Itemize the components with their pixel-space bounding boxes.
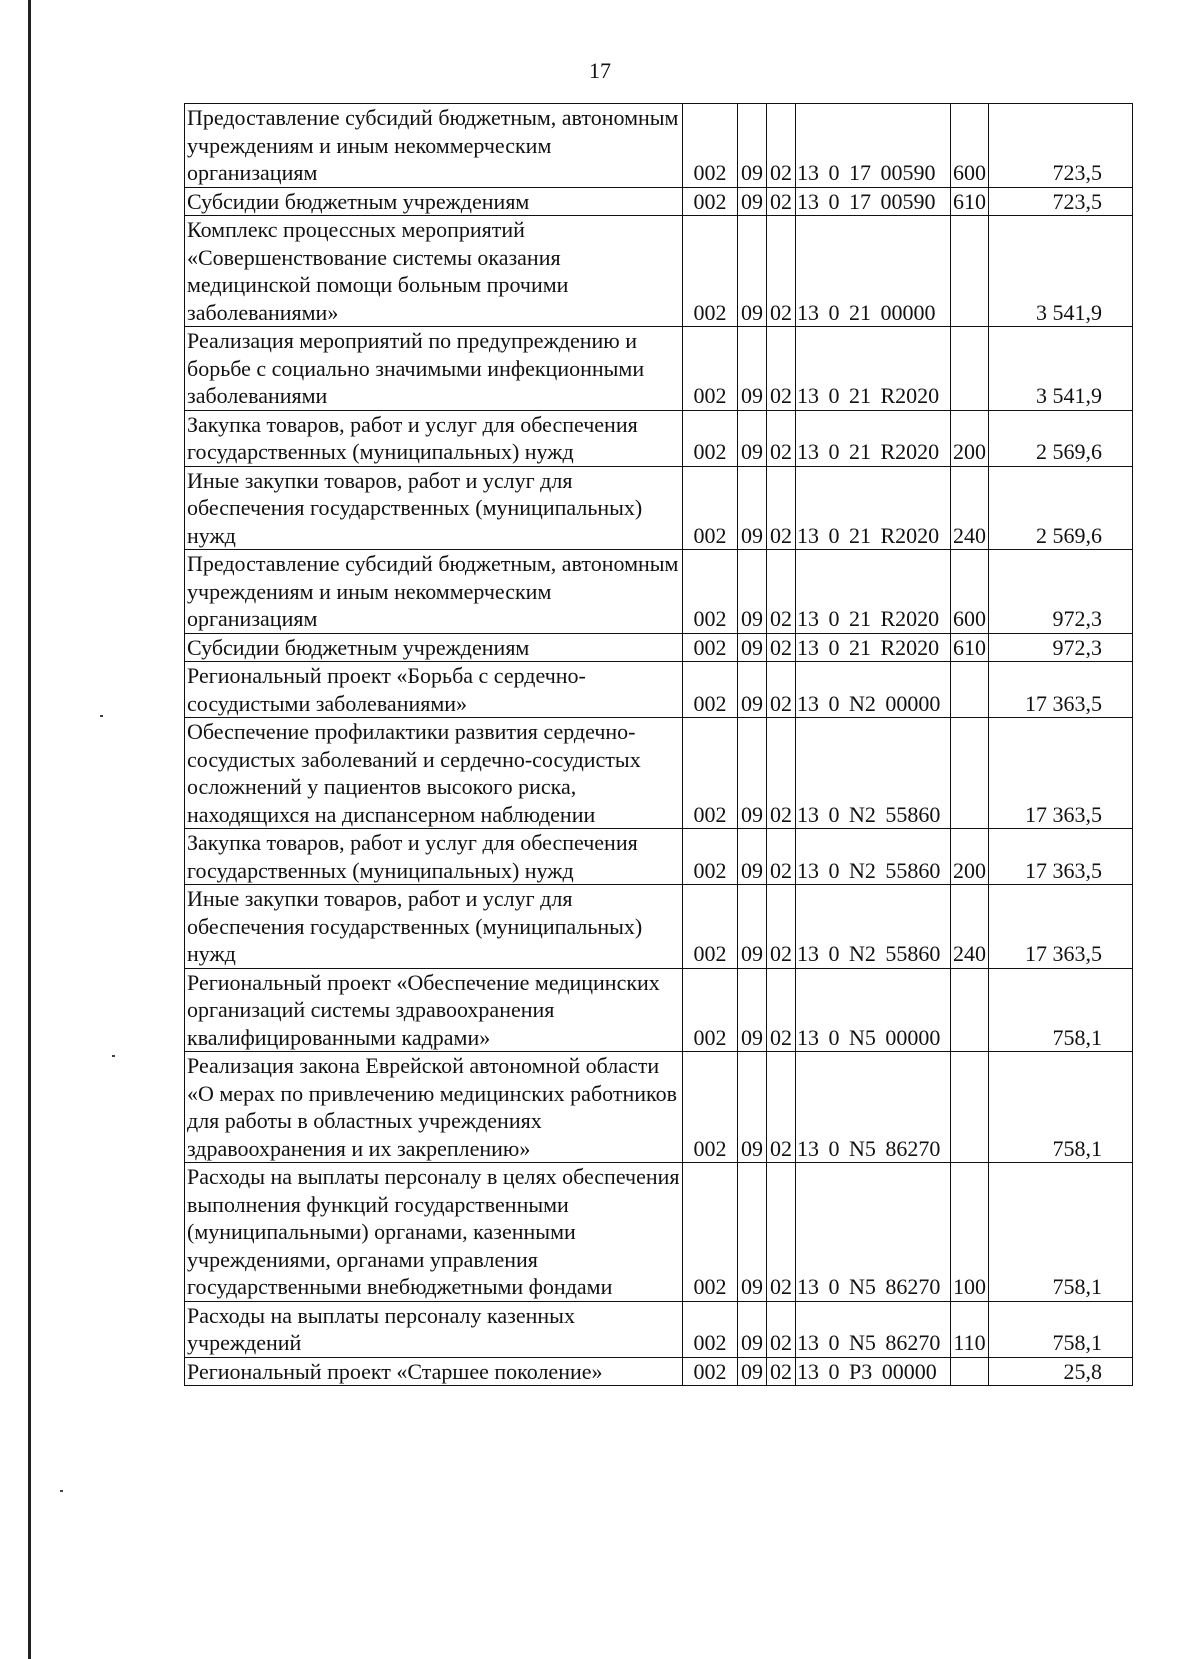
row-name: Реализация мероприятий по предупреждению и борьбе с социально значимыми инфекционными заболеваниями: [185, 327, 683, 411]
subsection-code: 02: [767, 327, 796, 411]
target-article-code: 13 0 N5 86270: [796, 1301, 951, 1357]
section-code: 09: [738, 104, 767, 188]
subsection-code: 02: [767, 1163, 796, 1302]
amount: 3 541,9: [989, 216, 1133, 327]
expense-type-code: 110: [951, 1301, 989, 1357]
target-article-code: 13 0 P3 00000: [796, 1357, 951, 1386]
expense-type-code: 200: [951, 829, 989, 885]
row-name: Расходы на выплаты персоналу казенных учреждений: [185, 1301, 683, 1357]
target-article-code: 13 0 N2 55860: [796, 829, 951, 885]
scan-speck: [100, 715, 103, 717]
page-number: 17: [589, 58, 611, 83]
ministry-code: 002: [683, 216, 738, 327]
table-row: [185, 885, 1133, 969]
target-article-code: 13 0 21 R2020: [796, 466, 951, 550]
table-row: [185, 718, 1133, 829]
section-code: 09: [738, 968, 767, 1052]
section-code: 09: [738, 1357, 767, 1386]
row-name: Региональный проект «Борьба с сердечно-сосудистыми заболеваниями»: [185, 662, 683, 718]
ministry-code: 002: [683, 968, 738, 1052]
table-row: [185, 187, 1133, 216]
table-row: [185, 829, 1133, 885]
expense-type-code: 610: [951, 187, 989, 216]
expense-type-code: [951, 216, 989, 327]
section-code: 09: [738, 1301, 767, 1357]
subsection-code: 02: [767, 885, 796, 969]
ministry-code: 002: [683, 550, 738, 634]
table-row: [185, 968, 1133, 1052]
section-code: 09: [738, 1052, 767, 1163]
ministry-code: 002: [683, 410, 738, 466]
expense-type-code: [951, 718, 989, 829]
table-row: [185, 1052, 1133, 1163]
table-row: [185, 410, 1133, 466]
target-article-code: 13 0 21 R2020: [796, 633, 951, 662]
ministry-code: 002: [683, 662, 738, 718]
row-name: Закупка товаров, работ и услуг для обеспечения государственных (муниципальных) нужд: [185, 410, 683, 466]
expense-type-code: 600: [951, 550, 989, 634]
amount: 758,1: [989, 1301, 1133, 1357]
target-article-code: 13 0 N2 55860: [796, 718, 951, 829]
amount: 972,3: [989, 633, 1133, 662]
subsection-code: 02: [767, 410, 796, 466]
row-name: Иные закупки товаров, работ и услуг для обеспечения государственных (муниципальных) нужд: [185, 885, 683, 969]
scan-speck: [112, 1055, 115, 1057]
table-row: [185, 662, 1133, 718]
subsection-code: 02: [767, 829, 796, 885]
binding-edge-line: [28, 0, 31, 1659]
expense-type-code: 100: [951, 1163, 989, 1302]
amount: 758,1: [989, 1163, 1133, 1302]
expense-type-code: 240: [951, 885, 989, 969]
budget-table-body: [185, 104, 1133, 1386]
ministry-code: 002: [683, 187, 738, 216]
subsection-code: 02: [767, 1301, 796, 1357]
row-name: Комплекс процессных мероприятий «Совершенствование системы оказания медицинской помощи больным прочими заболеваниями»: [185, 216, 683, 327]
ministry-code: 002: [683, 1052, 738, 1163]
amount: 17 363,5: [989, 718, 1133, 829]
amount: 2 569,6: [989, 466, 1133, 550]
target-article-code: 13 0 17 00590: [796, 104, 951, 188]
section-code: 09: [738, 187, 767, 216]
expense-type-code: 600: [951, 104, 989, 188]
expense-type-code: [951, 327, 989, 411]
target-article-code: 13 0 N5 00000: [796, 968, 951, 1052]
amount: 3 541,9: [989, 327, 1133, 411]
target-article-code: 13 0 N2 00000: [796, 662, 951, 718]
section-code: 09: [738, 410, 767, 466]
ministry-code: 002: [683, 633, 738, 662]
expense-type-code: [951, 662, 989, 718]
table-row: [185, 216, 1133, 327]
scan-speck: [60, 1490, 63, 1492]
subsection-code: 02: [767, 104, 796, 188]
expense-type-code: 200: [951, 410, 989, 466]
expense-type-code: [951, 968, 989, 1052]
table-row: [185, 1357, 1133, 1386]
table-row: [185, 633, 1133, 662]
ministry-code: 002: [683, 327, 738, 411]
table-row: [185, 327, 1133, 411]
section-code: 09: [738, 1163, 767, 1302]
ministry-code: 002: [683, 104, 738, 188]
row-name: Региональный проект «Старшее поколение»: [185, 1357, 683, 1386]
row-name: Предоставление субсидий бюджетным, автономным учреждениям и иным некоммерческим организациям: [185, 104, 683, 188]
table-row: [185, 1163, 1133, 1302]
target-article-code: 13 0 N5 86270: [796, 1163, 951, 1302]
ministry-code: 002: [683, 1163, 738, 1302]
row-name: Закупка товаров, работ и услуг для обеспечения государственных (муниципальных) нужд: [185, 829, 683, 885]
row-name: Реализация закона Еврейской автономной области «О мерах по привлечению медицинских работников для работы в областных учреждениях здравоохранения и их закреплению»: [185, 1052, 683, 1163]
target-article-code: 13 0 N2 55860: [796, 885, 951, 969]
target-article-code: 13 0 17 00590: [796, 187, 951, 216]
table-row: [185, 466, 1133, 550]
amount: 758,1: [989, 968, 1133, 1052]
ministry-code: 002: [683, 1357, 738, 1386]
ministry-code: 002: [683, 829, 738, 885]
table-row: [185, 550, 1133, 634]
amount: 723,5: [989, 104, 1133, 188]
section-code: 09: [738, 633, 767, 662]
target-article-code: 13 0 21 R2020: [796, 550, 951, 634]
section-code: 09: [738, 885, 767, 969]
subsection-code: 02: [767, 718, 796, 829]
subsection-code: 02: [767, 633, 796, 662]
section-code: 09: [738, 829, 767, 885]
section-code: 09: [738, 466, 767, 550]
ministry-code: 002: [683, 466, 738, 550]
expense-type-code: 240: [951, 466, 989, 550]
row-name: Региональный проект «Обеспечение медицинских организаций системы здравоохранения квалифицированными кадрами»: [185, 968, 683, 1052]
row-name: Иные закупки товаров, работ и услуг для обеспечения государственных (муниципальных) нужд: [185, 466, 683, 550]
row-name: Субсидии бюджетным учреждениям: [185, 633, 683, 662]
target-article-code: 13 0 21 R2020: [796, 410, 951, 466]
budget-table: [184, 103, 1133, 1386]
amount: 723,5: [989, 187, 1133, 216]
ministry-code: 002: [683, 718, 738, 829]
ministry-code: 002: [683, 1301, 738, 1357]
row-name: Предоставление субсидий бюджетным, автономным учреждениям и иным некоммерческим организациям: [185, 550, 683, 634]
section-code: 09: [738, 718, 767, 829]
amount: 17 363,5: [989, 885, 1133, 969]
subsection-code: 02: [767, 1357, 796, 1386]
subsection-code: 02: [767, 1052, 796, 1163]
subsection-code: 02: [767, 662, 796, 718]
ministry-code: 002: [683, 885, 738, 969]
section-code: 09: [738, 550, 767, 634]
amount: 758,1: [989, 1052, 1133, 1163]
subsection-code: 02: [767, 968, 796, 1052]
table-row: [185, 1301, 1133, 1357]
row-name: Обеспечение профилактики развития сердечно-сосудистых заболеваний и сердечно-сосудистых осложнений у пациентов высокого риска, находящихся на диспансерном наблюдении: [185, 718, 683, 829]
section-code: 09: [738, 662, 767, 718]
expense-type-code: [951, 1052, 989, 1163]
amount: 2 569,6: [989, 410, 1133, 466]
expense-type-code: 610: [951, 633, 989, 662]
subsection-code: 02: [767, 550, 796, 634]
amount: 25,8: [989, 1357, 1133, 1386]
section-code: 09: [738, 327, 767, 411]
target-article-code: 13 0 21 00000: [796, 216, 951, 327]
subsection-code: 02: [767, 187, 796, 216]
subsection-code: 02: [767, 216, 796, 327]
target-article-code: 13 0 21 R2020: [796, 327, 951, 411]
amount: 972,3: [989, 550, 1133, 634]
row-name: Расходы на выплаты персоналу в целях обеспечения выполнения функций государственными (муниципальными) органами, казенными учреждениями, органами управления государственными внебюджетными фондами: [185, 1163, 683, 1302]
amount: 17 363,5: [989, 829, 1133, 885]
expense-type-code: [951, 1357, 989, 1386]
table-row: [185, 104, 1133, 188]
row-name: Субсидии бюджетным учреждениям: [185, 187, 683, 216]
subsection-code: 02: [767, 466, 796, 550]
section-code: 09: [738, 216, 767, 327]
target-article-code: 13 0 N5 86270: [796, 1052, 951, 1163]
amount: 17 363,5: [989, 662, 1133, 718]
